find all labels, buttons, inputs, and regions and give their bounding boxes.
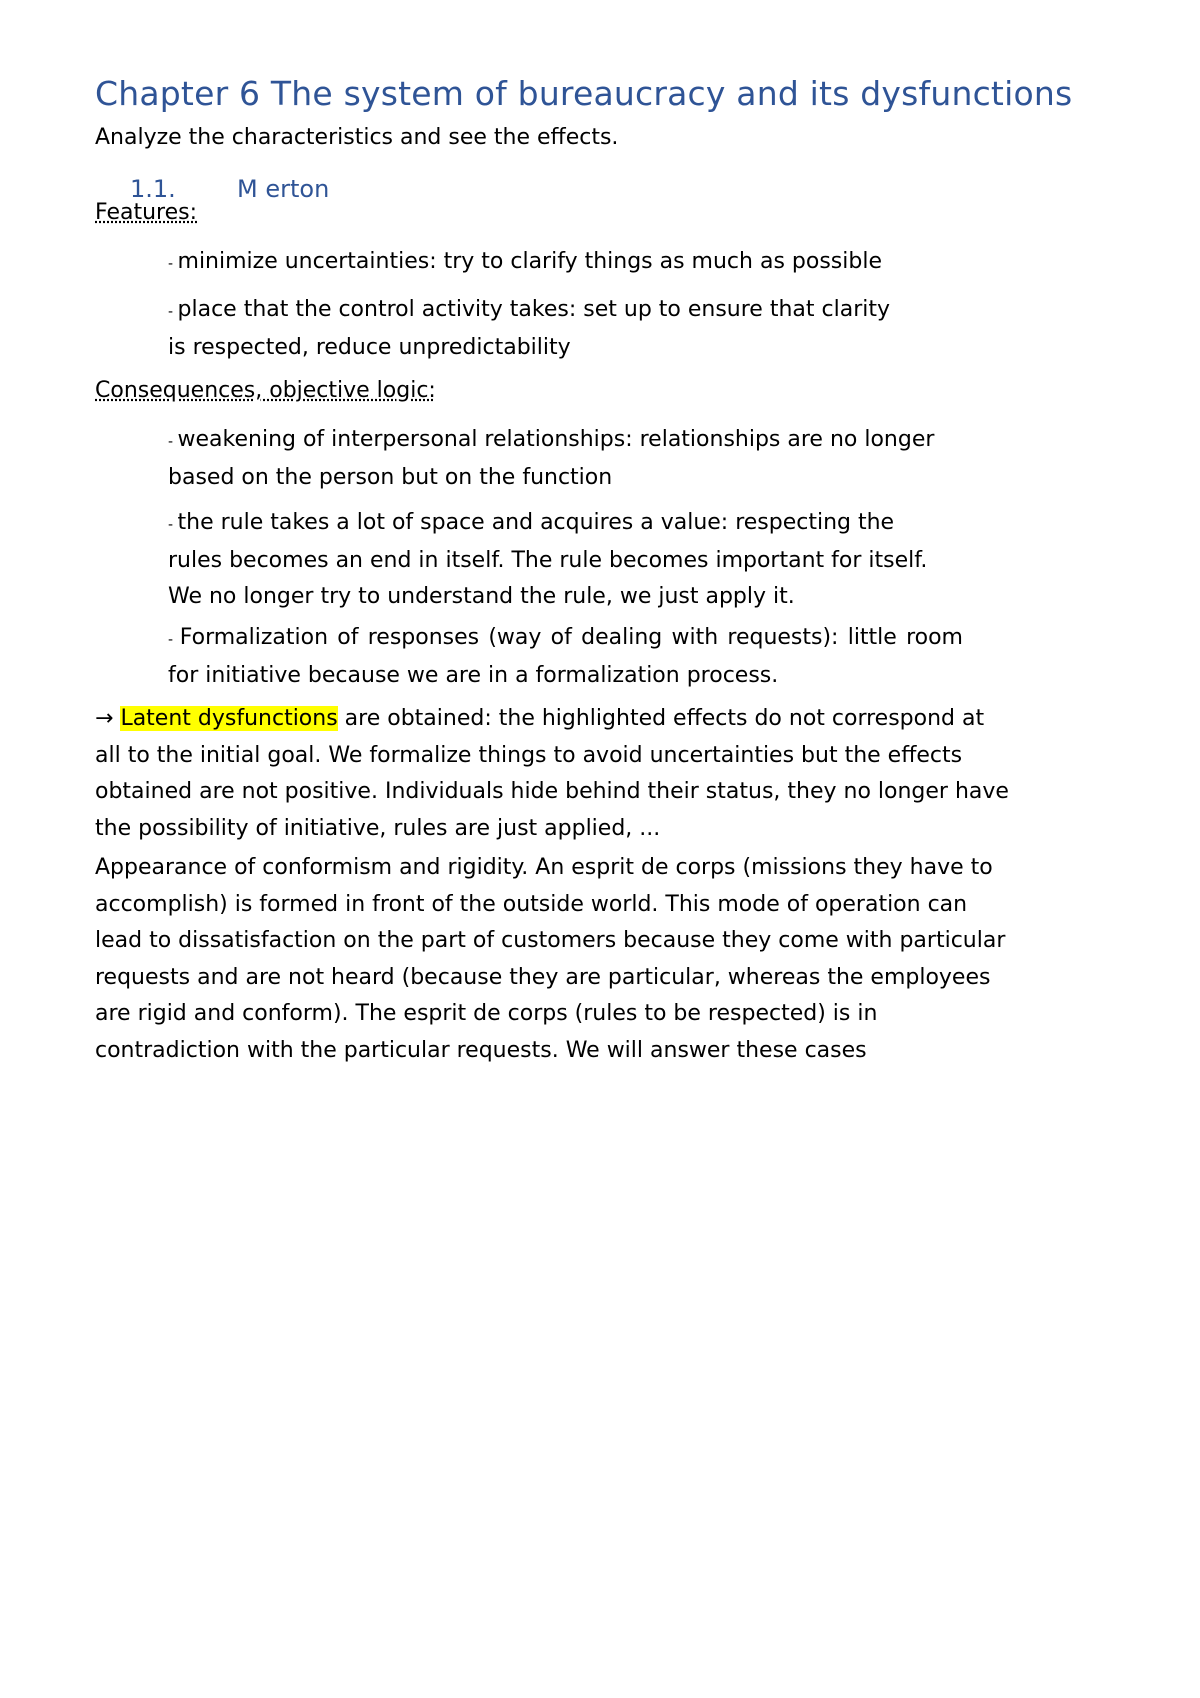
features-label: Features: [95, 200, 198, 225]
latent-dysfunctions-paragraph [95, 701, 1015, 847]
consequence-item [168, 505, 938, 615]
feature-item-text: minimize uncertainties: try to clarify things as much as possible [177, 249, 882, 274]
bullet-dash: - [168, 256, 178, 272]
consequence-item-text: weakening of interpersonal relationships: relationships are no longer based on the person but on the function [168, 427, 935, 490]
chapter-title: Chapter 6 The system of bureaucracy and its dysfunctions [95, 74, 1073, 113]
feature-item [168, 244, 968, 282]
bullet-dash: - [168, 632, 180, 648]
bullet-dash: - [168, 517, 178, 533]
section-title: M erton [237, 175, 330, 203]
highlighted-term: Latent dysfunctions [120, 706, 338, 731]
feature-item-text: place that the control activity takes: set up to ensure that clarity is respected, reduce unpredictability [168, 297, 891, 360]
chapter-subtitle: Analyze the characteristics and see the effects. [95, 125, 619, 150]
consequences-label: Consequences, objective logic: [95, 378, 436, 403]
consequence-item-text: the rule takes a lot of space and acquires a value: respecting the rules becomes an end in itself. The rule becomes important for itself. We no longer try to understand the rule, we just apply it. [168, 510, 928, 609]
latent-paragraph-text: are obtained: the highlighted effects do not correspond at all to the initial goal. We formalize things to avoid uncertainties but the effects obtained are not positive. Individuals hide behind their status, they no longer have the possibility of initiative, rules are just applied, ... [95, 706, 1009, 841]
bullet-dash: - [168, 434, 178, 450]
arrow-icon: → [95, 706, 114, 731]
section-heading [130, 175, 329, 203]
consequence-item [168, 422, 958, 496]
closing-paragraph: Appearance of conformism and rigidity. An esprit de corps (missions they have to accomplish) is formed in front of the outside world. This mode of operation can lead to dissatisfaction on the part of customers because they come with particular requests and are not heard (because they are particular, whereas the employees are rigid and conform). The esprit de corps (rules to be respected) is in contradiction with the particular requests. We will answer these cases [95, 855, 1006, 1063]
bullet-dash: - [168, 304, 178, 320]
section-number: 1.1. [130, 175, 176, 203]
feature-item [168, 292, 908, 366]
consequence-item-text: Formalization of responses (way of dealing with requests): little room for initiative because we are in a formalization process. [168, 625, 963, 688]
consequence-item [168, 620, 963, 694]
